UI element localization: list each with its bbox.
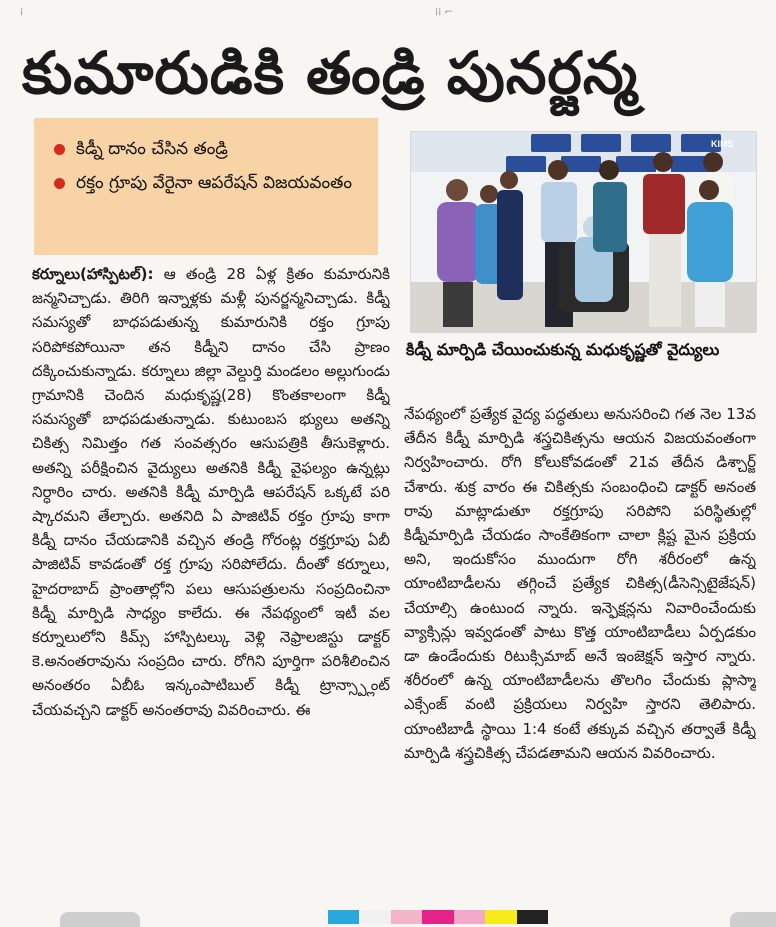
bullet-icon — [54, 178, 65, 189]
article-right-column: నేపథ్యంలో ప్రత్యేక వైద్య పద్ధతులు అనుసరించి గత నెల 13వ తేదీన కిడ్నీ మార్పిడి శస్త్రచికిత్సను ఆయన విజయవంతంగా నిర్వహించారు. రోగి కోలుకోవడంతో 21వ తేదీన డిశ్చార్జ్ చేశారు. శుక్ర వారం ఈ చికిత్సకు సంబంధించి డాక్టర్ అనంత రావు మాట్లాడుతూ రక్తగ్రూపు సరిపోని పరిస్థితుల్లో కిడ్నీమార్పిడి చేయడం సాంకేతికంగా చాలా క్లిష్ట మైన ప్రక్రియ అని, ఇందుకోసం ముందుగా రోగి శరీరంలో ఉన్న యాంటిబాడీలను తగ్గించే ప్రత్యేక చికిత్స(డీసెన్సిటైజేషన్) చేయాల్సి ఉంటుంద న్నారు. ఇన్ఫెక్షన్లను నివారించేందుకు వ్యాక్సిన్లు ఇవ్వడంతో పాటు కొత్త యాంటిబాడీలు ఏర్పడకుం డా ఉండేందుకు రిటుక్సిమాబ్ అనే ఇంజెక్షన్ ఇస్తార న్నారు. శరీరంలో ఉన్న యాంటిబాడీలను తొలగిం చేందుకు ప్లాస్మా ఎక్సేంజ్ వంటి ప్రక్రియలు నిర్వహి స్తారని తెలిపారు. యాంటిబాడీ స్థాయి 1:4 కంటే తక్కువ వచ్చిన తర్వాతే కిడ్నీ మార్పిడి శస్త్రచికిత్స చేపడతామని ఆయన వివరించారు. — [404, 405, 756, 762]
top-print-marks — [20, 4, 760, 18]
highlight-item — [54, 136, 364, 162]
highlight-item — [54, 170, 364, 196]
byline: కర్నూలు(హాస్పిటల్): — [32, 265, 154, 283]
article-left-column — [32, 262, 390, 902]
color-swatch — [454, 910, 485, 924]
doctors-group-photo — [411, 132, 756, 332]
headline: కుమారుడికి తండ్రి పునర్జన్మ — [22, 39, 639, 107]
photo-caption: కిడ్నీ మార్పిడి చేయించుకున్న మధుకృష్ణతో వైద్యులు — [406, 340, 720, 359]
article-photo — [410, 131, 757, 333]
highlight-text: రక్తం గ్రూపు వేరైనా ఆపరేషన్ విజయవంతం — [76, 173, 352, 193]
print-color-bar — [328, 910, 548, 924]
page-tab-right — [730, 912, 776, 927]
registration-marks — [20, 4, 760, 18]
color-swatch — [517, 910, 548, 924]
highlight-text: కిడ్నీ దానం చేసిన తండ్రి — [76, 139, 228, 159]
bullet-icon — [54, 144, 65, 155]
svg-text:⁞⁞ ⌐: ⁞⁞ ⌐ — [435, 7, 453, 18]
highlights-box — [34, 118, 378, 255]
svg-text:⁞: ⁞ — [20, 7, 24, 18]
color-swatch — [328, 910, 359, 924]
color-swatch — [485, 910, 516, 924]
color-swatch — [359, 910, 390, 924]
color-swatch — [391, 910, 422, 924]
page-tab-left — [60, 912, 140, 927]
color-swatch — [422, 910, 453, 924]
left-column-text: ఆ తండ్రి 28 ఏళ్ల క్రితం కుమారునికి జన్మనిచ్చాడు. తిరిగి ఇన్నాళ్లకు మళ్లీ పునర్జన్మనిచ్చాడు. కిడ్నీ సమస్యతో బాధపడుతున్న కుమారునికి రక్తం గ్రూపు సరిపోకపోయినా తన కిడ్నీని దానం చేసి ప్రాణం దక్కించుకున్నాడు. కర్నూలు జిల్లా వెల్దుర్తి మండలం అల్లుగుండు గ్రామానికి చెందిన మధుకృష్ణ(28) కొంతకాలంగా కిడ్నీ సమస్యతో బాధపడుతున్నాడు. కుటుంబస భ్యులు అతన్ని చికిత్స నిమిత్తం గత సంవత్సరం ఆసుపత్రికి తీసుకెళ్లారు. అతన్ని పరీక్షించిన వైద్యులు అతనికి కిడ్నీ వైఫల్యం ఉన్నట్లు నిర్ధారిం చారు. అతనికి కిడ్నీ మార్పిడి ఆపరేషన్ ఒక్కటే పరి ష్కారమని తేల్చారు. అతనిది ఏ పాజిటివ్ రక్తం గ్రూపు కాగా కిడ్నీ దానం చేయడానికి వచ్చిన తండ్రి గోరంట్ల రక్తగ్రూపు ఏబీ పాజిటివ్ కావడంతో రక్త గ్రూపు సరిపోలేదు. దీంతో కర్నూలు, హైదరాబాద్ ప్రాంతాల్లోని పలు ఆసుపత్రులను సంప్రదించినా కిడ్నీ మార్పిడి సాధ్యం కాలేదు. ఈ నేపథ్యంలో ఇటీ వల కర్నూలులోని కిమ్స్ హాస్పిటల్కు వెళ్లి నెఫ్రాలజిస్టు డాక్టర్ కె.అనంతరావును సంప్రదిం చారు. రోగిని పూర్తిగా పరిశీలించిన అనంతరం ఏబీఓ ఇన్కంపాటిబుల్ కిడ్నీ ట్రాన్స్ప్లాంట్ చేయవచ్చని డాక్టర్ అనంతరావు వివరించారు. ఈ — [32, 265, 390, 719]
kims-banner-text: KIMS — [711, 139, 734, 149]
